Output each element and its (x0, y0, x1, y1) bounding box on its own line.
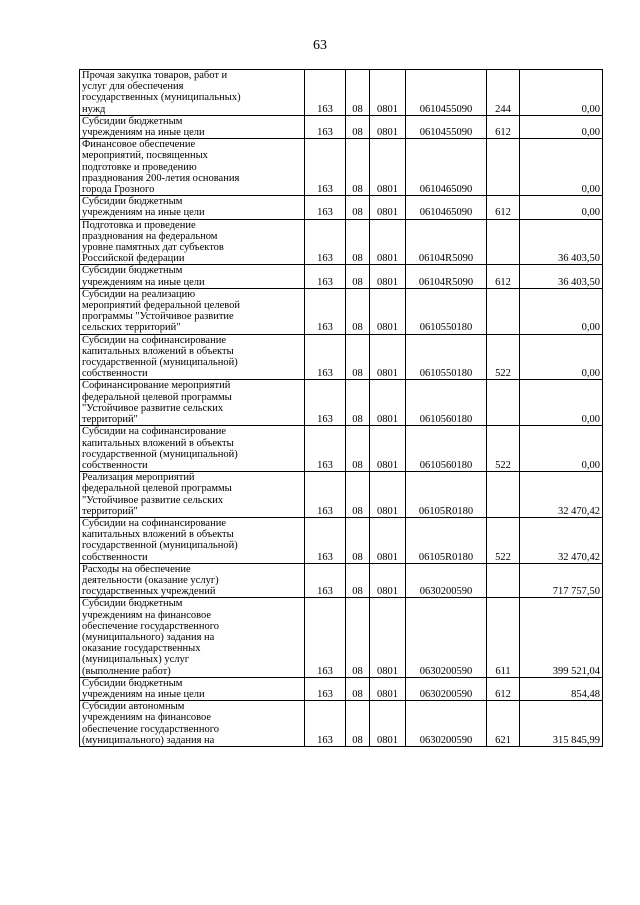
target-article-code-text: 0610465090 (419, 184, 473, 196)
section-code-cell (346, 598, 370, 677)
department-code-cell (305, 334, 346, 380)
expense-type-code-text: 612 (495, 688, 511, 700)
subsection-code-text: 0801 (377, 414, 398, 426)
expense-type-code-cell (487, 196, 520, 219)
target-article-code-text: 0610455090 (419, 103, 473, 115)
expense-type-code-cell (487, 598, 520, 677)
target-article-code-cell (406, 196, 487, 219)
target-article-code-cell (406, 426, 487, 472)
expense-name-cell (80, 426, 305, 472)
amount-text: 36 403,50 (558, 253, 600, 265)
amount-cell (520, 517, 603, 563)
amount-cell (520, 701, 603, 747)
target-article-code-cell (406, 472, 487, 518)
department-code-cell (305, 115, 346, 138)
section-code-text: 08 (352, 414, 363, 426)
section-code-cell (346, 265, 370, 288)
section-code-cell (346, 701, 370, 747)
department-code-text: 163 (317, 276, 333, 288)
expense-name-text: Субсидии бюджетным учреждениям на иные цели (82, 196, 205, 219)
department-code-cell (305, 288, 346, 334)
amount-cell (520, 265, 603, 288)
department-code-text: 163 (317, 184, 333, 196)
department-code-text: 163 (317, 322, 333, 334)
expense-type-code-cell (487, 426, 520, 472)
department-code-text: 163 (317, 207, 333, 219)
table-row (80, 598, 603, 677)
subsection-code-cell (370, 70, 406, 116)
page-number: 63 (313, 38, 327, 53)
target-article-code-text: 0630200590 (419, 665, 473, 677)
subsection-code-cell (370, 517, 406, 563)
amount-text: 315 845,99 (552, 734, 600, 746)
expense-name-text: Субсидии на софинансирование капитальных вложений в объекты государственной (муниципальной) собственности (82, 426, 238, 471)
amount-cell (520, 472, 603, 518)
department-code-cell (305, 219, 346, 265)
table-row (80, 426, 603, 472)
target-article-code-cell (406, 139, 487, 196)
expense-name-text: Субсидии бюджетным учреждениям на иные цели (82, 265, 205, 288)
expense-name-text: Финансовое обеспечение мероприятий, посвященных подготовке и проведению празднования 200-летия основания города Грозного (82, 139, 240, 196)
target-article-code-cell (406, 598, 487, 677)
expense-name-cell (80, 472, 305, 518)
subsection-code-text: 0801 (377, 207, 398, 219)
department-code-cell (305, 380, 346, 426)
subsection-code-cell (370, 677, 406, 700)
budget-table-body (80, 70, 603, 747)
target-article-code-text: 06104R5090 (418, 276, 474, 288)
subsection-code-cell (370, 115, 406, 138)
expense-name-text: Субсидии бюджетным учреждениям на иные цели (82, 677, 205, 700)
section-code-cell (346, 70, 370, 116)
expense-name-cell (80, 70, 305, 116)
expense-type-code-cell (487, 472, 520, 518)
subsection-code-text: 0801 (377, 184, 398, 196)
amount-cell (520, 115, 603, 138)
subsection-code-cell (370, 288, 406, 334)
table-row (80, 701, 603, 747)
section-code-cell (346, 426, 370, 472)
expense-type-code-text: 612 (495, 276, 511, 288)
amount-text: 0,00 (581, 322, 600, 334)
expense-type-code-cell (487, 265, 520, 288)
expense-type-code-cell (487, 380, 520, 426)
section-code-text: 08 (352, 207, 363, 219)
expense-type-code-text: 244 (495, 103, 511, 115)
subsection-code-cell (370, 563, 406, 598)
subsection-code-text: 0801 (377, 459, 398, 471)
expense-type-code-cell (487, 517, 520, 563)
section-code-cell (346, 196, 370, 219)
target-article-code-text: 0610455090 (419, 127, 473, 139)
target-article-code-text: 0630200590 (419, 734, 473, 746)
expense-type-code-cell (487, 70, 520, 116)
subsection-code-cell (370, 219, 406, 265)
expense-name-text: Субсидии на софинансирование капитальных вложений в объекты государственной (муниципальной) собственности (82, 517, 238, 563)
expense-name-text: Субсидии на реализацию мероприятий федеральной целевой программы "Устойчивое развитие сельских территорий" (82, 288, 240, 334)
amount-text: 0,00 (581, 127, 600, 139)
subsection-code-cell (370, 139, 406, 196)
table-row (80, 472, 603, 518)
section-code-text: 08 (352, 459, 363, 471)
department-code-text: 163 (317, 688, 333, 700)
section-code-text: 08 (352, 184, 363, 196)
department-code-cell (305, 517, 346, 563)
table-row (80, 219, 603, 265)
department-code-cell (305, 70, 346, 116)
section-code-text: 08 (352, 665, 363, 677)
expense-name-text: Субсидии бюджетным учреждениям на иные цели (82, 115, 205, 139)
expense-type-code-text: 522 (495, 459, 511, 471)
expense-name-text: Субсидии бюджетным учреждениям на финансовое обеспечение государственного (муниципального) задания на оказание государственных (муниципальных) услуг (выполнение работ) (82, 598, 220, 677)
expense-name-text: Расходы на обеспечение деятельности (оказание услуг) государственных учреждений (82, 563, 219, 598)
expense-name-text: Подготовка и проведение празднования на федеральном уровне памятных дат субъектов Российской федерации (82, 219, 224, 265)
section-code-cell (346, 288, 370, 334)
expense-name-text: Софинансирование мероприятий федеральной целевой программы "Устойчивое развитие сельских территорий" (82, 380, 232, 426)
amount-text: 32 470,42 (558, 505, 600, 517)
subsection-code-cell (370, 426, 406, 472)
expense-name-text: Реализация мероприятий федеральной целевой программы "Устойчивое развитие сельских территорий" (82, 472, 232, 517)
expense-name-text: Субсидии автономным учреждениям на финансовое обеспечение государственного (муниципального) задания на (82, 701, 220, 746)
department-code-text: 163 (317, 414, 333, 426)
department-code-text: 163 (317, 127, 333, 139)
target-article-code-cell (406, 563, 487, 598)
table-row (80, 380, 603, 426)
subsection-code-text: 0801 (377, 688, 398, 700)
amount-text: 32 470,42 (558, 551, 600, 563)
subsection-code-text: 0801 (377, 253, 398, 265)
target-article-code-text: 0610560180 (419, 414, 473, 426)
expense-name-cell (80, 598, 305, 677)
department-code-cell (305, 701, 346, 747)
section-code-cell (346, 334, 370, 380)
amount-text: 399 521,04 (552, 665, 600, 677)
section-code-cell (346, 677, 370, 700)
expense-type-code-cell (487, 219, 520, 265)
target-article-code-cell (406, 517, 487, 563)
target-article-code-text: 0610550180 (419, 368, 473, 380)
department-code-text: 163 (317, 103, 333, 115)
amount-cell (520, 563, 603, 598)
section-code-cell (346, 472, 370, 518)
section-code-cell (346, 115, 370, 138)
table-row (80, 563, 603, 598)
expense-type-code-cell (487, 115, 520, 138)
amount-text: 0,00 (581, 103, 600, 115)
section-code-cell (346, 219, 370, 265)
table-row (80, 517, 603, 563)
department-code-text: 163 (317, 505, 333, 517)
amount-text: 717 757,50 (552, 586, 600, 598)
department-code-text: 163 (317, 586, 333, 598)
section-code-text: 08 (352, 103, 363, 115)
subsection-code-cell (370, 334, 406, 380)
amount-text: 854,48 (571, 688, 600, 700)
expense-type-code-cell (487, 677, 520, 700)
target-article-code-cell (406, 701, 487, 747)
amount-text: 0,00 (581, 184, 600, 196)
expense-type-code-cell (487, 288, 520, 334)
target-article-code-cell (406, 265, 487, 288)
target-article-code-cell (406, 380, 487, 426)
subsection-code-text: 0801 (377, 322, 398, 334)
table-row (80, 70, 603, 116)
target-article-code-text: 0610465090 (419, 207, 473, 219)
subsection-code-text: 0801 (377, 665, 398, 677)
expense-name-cell (80, 380, 305, 426)
budget-table (79, 69, 603, 747)
target-article-code-cell (406, 115, 487, 138)
amount-text: 0,00 (581, 368, 600, 380)
amount-text: 0,00 (581, 207, 600, 219)
expense-name-cell (80, 115, 305, 138)
department-code-cell (305, 563, 346, 598)
expense-name-cell (80, 701, 305, 747)
expense-type-code-text: 611 (495, 665, 511, 677)
section-code-cell (346, 139, 370, 196)
expense-type-code-text: 621 (495, 734, 511, 746)
amount-cell (520, 139, 603, 196)
department-code-text: 163 (317, 551, 333, 563)
subsection-code-text: 0801 (377, 505, 398, 517)
target-article-code-text: 0630200590 (419, 586, 473, 598)
target-article-code-text: 06105R0180 (418, 551, 474, 563)
expense-name-cell (80, 196, 305, 219)
department-code-text: 163 (317, 253, 333, 265)
department-code-cell (305, 677, 346, 700)
subsection-code-text: 0801 (377, 368, 398, 380)
subsection-code-cell (370, 265, 406, 288)
target-article-code-cell (406, 677, 487, 700)
section-code-text: 08 (352, 276, 363, 288)
target-article-code-text: 0610550180 (419, 322, 473, 334)
amount-text: 0,00 (581, 459, 600, 471)
target-article-code-text: 0610560180 (419, 459, 473, 471)
subsection-code-cell (370, 380, 406, 426)
table-row (80, 265, 603, 288)
section-code-text: 08 (352, 734, 363, 746)
section-code-text: 08 (352, 322, 363, 334)
amount-cell (520, 426, 603, 472)
subsection-code-cell (370, 472, 406, 518)
amount-cell (520, 598, 603, 677)
target-article-code-cell (406, 219, 487, 265)
section-code-text: 08 (352, 586, 363, 598)
department-code-text: 163 (317, 368, 333, 380)
expense-name-text: Субсидии на софинансирование капитальных вложений в объекты государственной (муниципальной) собственности (82, 334, 238, 380)
expense-type-code-cell (487, 563, 520, 598)
section-code-text: 08 (352, 127, 363, 139)
department-code-cell (305, 472, 346, 518)
subsection-code-text: 0801 (377, 734, 398, 746)
amount-cell (520, 70, 603, 116)
table-row (80, 139, 603, 196)
expense-name-cell (80, 334, 305, 380)
subsection-code-cell (370, 701, 406, 747)
target-article-code-text: 06105R0180 (418, 505, 474, 517)
department-code-text: 163 (317, 734, 333, 746)
table-row (80, 677, 603, 700)
target-article-code-text: 06104R5090 (418, 253, 474, 265)
section-code-text: 08 (352, 505, 363, 517)
target-article-code-cell (406, 334, 487, 380)
subsection-code-text: 0801 (377, 586, 398, 598)
amount-cell (520, 219, 603, 265)
expense-name-cell (80, 517, 305, 563)
expense-type-code-cell (487, 701, 520, 747)
expense-name-text: Прочая закупка товаров, работ и услуг для обеспечения государственных (муниципальных) нужд (82, 70, 241, 115)
expense-name-cell (80, 219, 305, 265)
subsection-code-cell (370, 196, 406, 219)
amount-cell (520, 288, 603, 334)
expense-type-code-cell (487, 139, 520, 196)
target-article-code-cell (406, 288, 487, 334)
expense-name-cell (80, 563, 305, 598)
subsection-code-text: 0801 (377, 103, 398, 115)
section-code-cell (346, 563, 370, 598)
table-row (80, 288, 603, 334)
target-article-code-cell (406, 70, 487, 116)
expense-name-cell (80, 139, 305, 196)
expense-type-code-cell (487, 334, 520, 380)
department-code-cell (305, 598, 346, 677)
table-row (80, 334, 603, 380)
expense-type-code-text: 612 (495, 207, 511, 219)
department-code-cell (305, 196, 346, 219)
amount-text: 36 403,50 (558, 276, 600, 288)
expense-name-cell (80, 288, 305, 334)
expense-type-code-text: 522 (495, 368, 511, 380)
expense-type-code-text: 522 (495, 551, 511, 563)
section-code-text: 08 (352, 688, 363, 700)
section-code-cell (346, 517, 370, 563)
section-code-cell (346, 380, 370, 426)
subsection-code-text: 0801 (377, 127, 398, 139)
amount-cell (520, 334, 603, 380)
amount-cell (520, 677, 603, 700)
amount-cell (520, 380, 603, 426)
department-code-text: 163 (317, 665, 333, 677)
amount-text: 0,00 (581, 414, 600, 426)
section-code-text: 08 (352, 253, 363, 265)
subsection-code-text: 0801 (377, 551, 398, 563)
department-code-cell (305, 139, 346, 196)
expense-type-code-text: 612 (495, 127, 511, 139)
section-code-text: 08 (352, 368, 363, 380)
expense-name-cell (80, 265, 305, 288)
subsection-code-text: 0801 (377, 276, 398, 288)
department-code-cell (305, 426, 346, 472)
target-article-code-text: 0630200590 (419, 688, 473, 700)
table-row (80, 196, 603, 219)
department-code-text: 163 (317, 459, 333, 471)
department-code-cell (305, 265, 346, 288)
table-row (80, 115, 603, 138)
section-code-text: 08 (352, 551, 363, 563)
amount-cell (520, 196, 603, 219)
subsection-code-cell (370, 598, 406, 677)
expense-name-cell (80, 677, 305, 700)
